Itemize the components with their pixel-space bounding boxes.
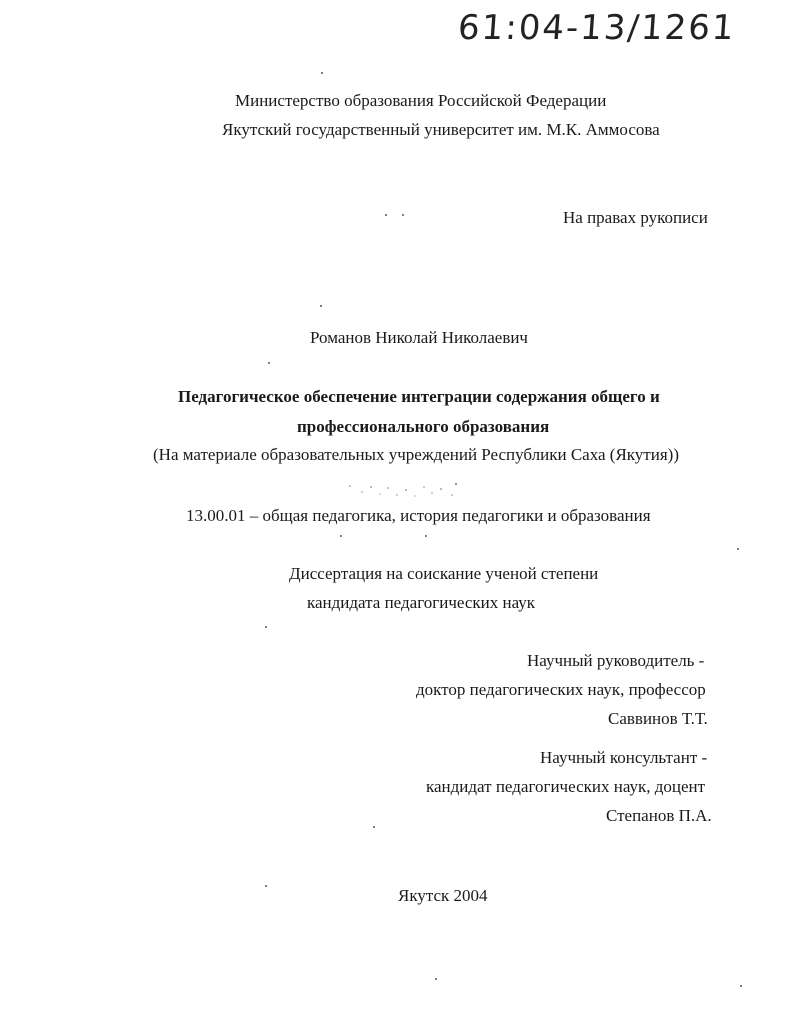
- dissertation-subtitle: (На материале образовательных учреждений Республики Саха (Якутия)): [153, 445, 679, 464]
- scan-speck: [268, 362, 270, 364]
- scan-speck: [340, 535, 342, 537]
- place-and-year: Якутск 2004: [398, 886, 488, 905]
- dissertation-title-line-1: Педагогическое обеспечение интеграции содержания общего и: [178, 387, 660, 406]
- rights-note: На правах рукописи: [563, 208, 708, 227]
- scan-speck: [385, 214, 387, 216]
- consultant-role: Научный консультант -: [540, 748, 708, 767]
- handwritten-archive-mark: 61:04-13/1261: [456, 8, 737, 48]
- scan-speck: [435, 978, 437, 980]
- scan-speck: [373, 826, 375, 828]
- ministry-name: Министерство образования Российской Федерации: [235, 91, 607, 110]
- university-name: Якутский государственный университет им. М.К. Аммосова: [222, 120, 660, 139]
- scan-speck: [321, 72, 323, 74]
- scan-speck: [402, 214, 404, 216]
- specialty-code: 13.00.01 – общая педагогика, история педагогики и образования: [186, 506, 651, 525]
- supervisor-rank: доктор педагогических наук, профессор: [416, 680, 706, 699]
- consultant-rank: кандидат педагогических наук, доцент: [426, 777, 706, 796]
- author-name: Романов Николай Николаевич: [310, 328, 528, 347]
- degree-line-1: Диссертация на соискание ученой степени: [289, 564, 599, 583]
- consultant-name: Степанов П.А.: [606, 806, 712, 825]
- dissertation-title-line-2: профессионального образования: [297, 417, 550, 436]
- scan-speck: [425, 535, 427, 537]
- degree-line-2: кандидата педагогических наук: [307, 593, 536, 612]
- supervisor-role: Научный руководитель -: [527, 651, 705, 670]
- scan-speck: [320, 305, 322, 307]
- scan-speck: [737, 548, 739, 550]
- scan-noise: [340, 478, 460, 502]
- scan-speck: [265, 626, 267, 628]
- scan-speck: [265, 885, 267, 887]
- scan-speck: [740, 985, 742, 987]
- supervisor-name: Саввинов Т.Т.: [608, 709, 708, 728]
